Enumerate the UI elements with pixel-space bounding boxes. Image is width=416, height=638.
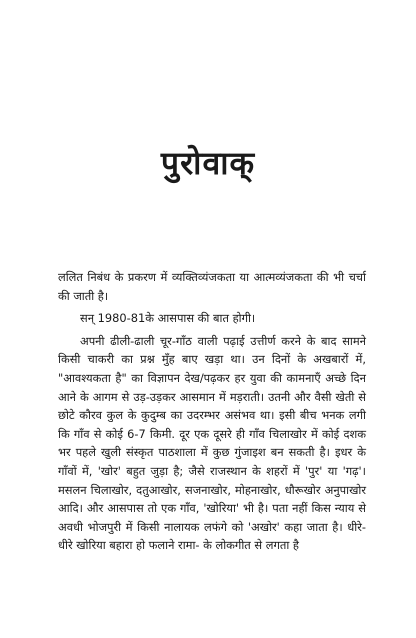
paragraph-year: सन् 1980-81के आसपास की बात होगी। bbox=[80, 311, 256, 326]
paragraph-main: अपनी ढीली-ढाली चूर-गाँठ वाली पढ़ाई उत्तीर्ण करने के बाद सामने किसी चाकरी का प्रश्न मुँह बाए खड़ा था। उन दिनों के अखबारों में, "आवश्यकता है" का विज्ञापन देख/पढ़कर हर युवा की कामनाएँ अच्छे दिन आने के आगम से उड़-उड़कर आसमान में मड़राती। उतनी और वैसी खेती से छोटे कौरव कुल के कुदुम्ब का उदरम्भर असंभव था। इसी बीच भनक लगी कि गाँव से कोई 6-7 किमी. दूर एक दूसरे ही गाँव चिलाखोर में कोई दशक भर पहले खुली संस्कृत पाठशाला में कुछ गुंजाइश बन सकती है। इधर के गाँवों में, 'खोर' बहुत जुड़ा है; जैसे राजस्थान के शहरों में 'पुर' या 'गढ़'। मसलन चिलाखोर, दतुआखोर, सजनाखोर, मोहनाखोर, धौरूखोर अनुपाखोर आदि। और आसपास तो एक गाँव, 'खोरिया' भी है। पता नहीं किस न्याय से अवधी भोजपुरी में किसी नालायक लफंगे को 'अखोर' कहा जाता है। धीरे-धीरे खोरिया बहारा हो फलाने रामा- के लोकगीत से लगता है bbox=[58, 333, 366, 553]
body-text bbox=[58, 268, 366, 555]
chapter-title: पुरोवाक् bbox=[160, 144, 256, 182]
paragraph-intro: ललित निबंध के प्रकरण में व्यक्तिव्यंजकता या आत्मव्यंजकता की भी चर्चा की जाती है। bbox=[58, 270, 366, 303]
